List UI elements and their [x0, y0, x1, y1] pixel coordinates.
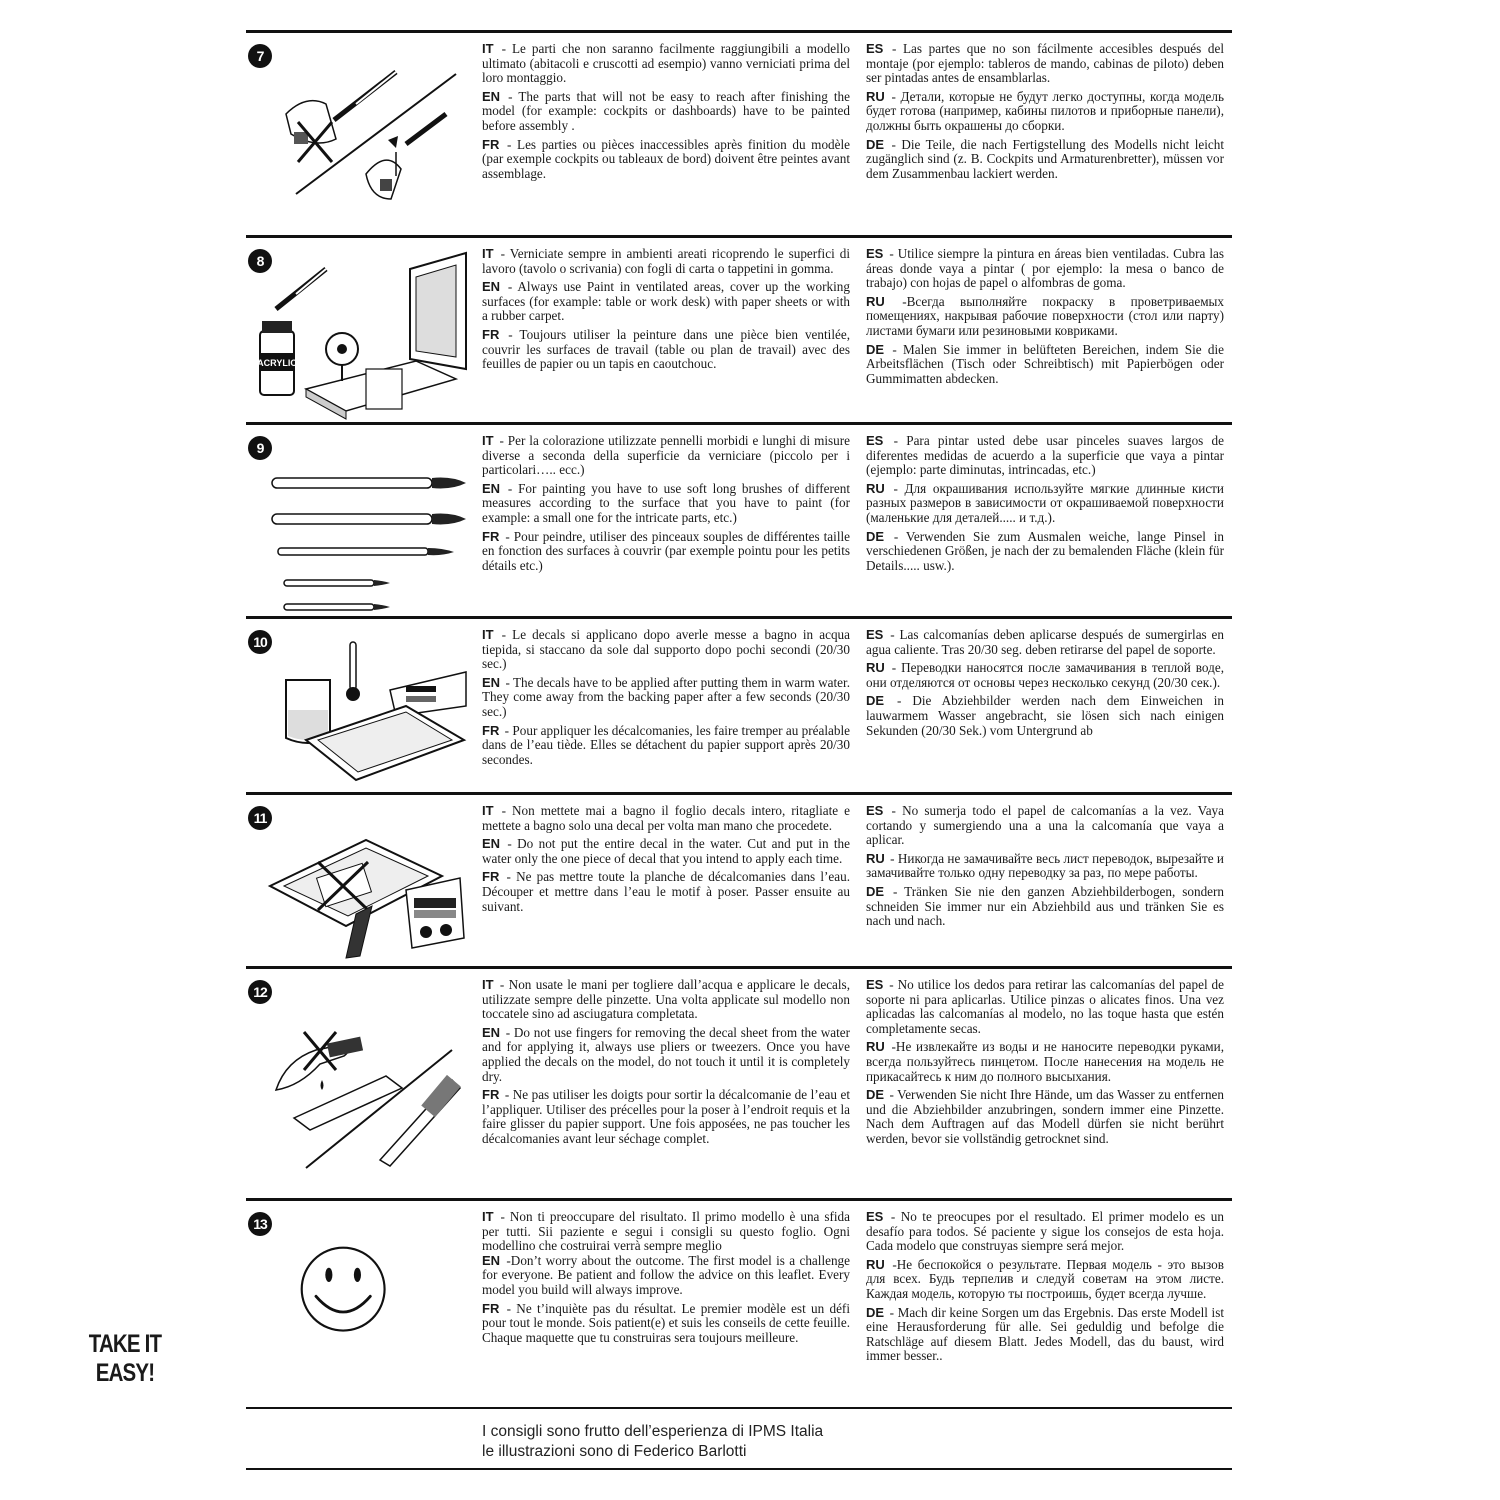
decal-soaking-illustration: [256, 630, 466, 790]
tweezers-illustration: [256, 980, 466, 1180]
divider: [246, 1468, 1232, 1470]
tip-section-12: [246, 966, 1232, 1198]
text-column-es-ru-de: ES - No sumerja todo el papel de calcomanías a la vez. Vaya cortando y sumergiendo una a una la calcomanía que vaya a aplicar. RU - Никогда не замачивайте весь лист переводок, вырезайте и замачивайте только одну переводку за раз, по мере работы. DE - Tränken Sie nie den ganzen Abziehbilderbogen, sondern schneiden Sie immer nur ein Abziehbild aus und tränken Sie es nach und nach.: [866, 803, 1224, 929]
smiley-icon: [286, 1222, 436, 1372]
step-number: 9: [248, 436, 272, 460]
text-column-it-en-fr: IT - Non usate le mani per togliere dall’acqua e applicare le decals, utilizzate sempre delle pinzette. Una volta applicate sul modello non toccatele sino ad asciugatura completata. EN - Do not use fingers for removing the decal sheet from the water and for applying it, always use pliers or tweezers. Once you have applied the decals on the model, do not touch it until it is completely dry. FR - Ne pas utiliser les doigts pour sortir la décalcomanie de l’eau et l’appliquer. Utiliser des précelles pour la poser à l’endroit requis et la faire glisser du papier support. Une fois apposées, ne pas toucher les décalcomanies avant leur séchage complet.: [482, 977, 850, 1146]
text-column-it-en-fr: IT - Non ti preoccupare del risultato. Il primo modello è una sfida per tutti. Sii paziente e segui i consigli su questo foglio. Ogni modellino che costruirai verrà sempre meglio EN -Don’t worry about the outcome. The first model is a challenge for everyone. Be patient and follow the advice on this leaflet. Every model you build will always improve. FR - Ne t’inquiète pas du résultat. Le premier modèle est un défi pour tout le monde. Sois patient(e) et suis les conseils de cette feuille. Chaque maquette que tu construiras sera toujours meilleure.: [482, 1209, 850, 1345]
tip-section-11: [246, 792, 1232, 966]
tip-section-9: [246, 422, 1232, 616]
divider: [246, 1407, 1232, 1409]
step-number: 10: [248, 630, 272, 654]
brushes-illustration: [256, 436, 466, 606]
tip-section-8: [246, 235, 1232, 422]
step-number: 11: [248, 806, 272, 830]
step-number: 13: [248, 1212, 272, 1236]
tip-section-13: [246, 1198, 1232, 1407]
credits-footer: [482, 1422, 823, 1462]
text-column-es-ru-de: ES - No utilice los dedos para retirar las calcomanías del papel de soporte ni para aplicarlas. Utilice pinzas o alicates finos. Una vez aplicadas las calcomanías al modelo, no las toque hasta que estén completamente secas. RU -Не извлекайте из воды и не наносите переводки руками, всегда пользуйтесь пинцетом. После нанесения на модель не прикасайтесь к ним до полного высыхания. DE - Verwenden Sie nicht Ihre Hände, um das Wasser zu entfernen und die Abziehbilder anzubringen, sondern immer eine Pinzette. Nach dem Auftragen auf das Modell dürfen sie nicht berührt werden, bevor sie vollständig getrocknet sind.: [866, 977, 1224, 1146]
take-it-easy-caption: TAKE IT EASY!: [88, 1330, 162, 1387]
text-column-es-ru-de: ES - Utilice siempre la pintura en áreas bien ventiladas. Cubra las áreas donde vaya a pintar ( por ejemplo: la mesa o banco de trabajo) con hojas de papel o alfombras de goma. RU -Всегда выполняйте покраску в проветриваемых помещениях, накрывая рабочие поверхности (стол или парту) листами бумаги или резиновыми ковриками. DE - Malen Sie immer in belüfteten Bereichen, indem Sie die Arbeitsflächen (Tisch oder Schreibtisch) mit Papierbögen oder Gummimatten abdecken.: [866, 246, 1224, 386]
ventilated-workspace-illustration: [256, 249, 466, 419]
instruction-sheet: [246, 30, 1232, 1470]
credits-line: I consigli sono frutto dell’esperienza di IPMS Italia: [482, 1423, 824, 1440]
text-column-it-en-fr: IT - Non mettete mai a bagno il foglio decals intero, ritagliate e mettete a bagno solo una decal per volta man mano che procedete. EN - Do not put the entire decal in the water. Cut and put in the water only the one piece of decal that you intend to apply each time. FR - Ne pas mettre toute la planche de décalcomanies dans l’eau. Découper et mettre dans l’eau le motif à poser. Passer ensuite au suivant.: [482, 803, 850, 914]
single-decal-illustration: [256, 806, 466, 966]
text-column-it-en-fr: IT - Le decals si applicano dopo averle messe a bagno in acqua tiepida, si staccano da sole dal supporto dopo pochi secondi (20/30 sec.) EN - The decals have to be applied after putting them in warm water. They come away from the backing paper after a few seconds (20/30 sec.) FR - Pour appliquer les décalcomanies, les faire tremper au préalable dans de l’eau tiède. Elles se détachent du papier support après 20/30 secondes.: [482, 627, 850, 767]
text-column-it-en-fr: IT - Verniciate sempre in ambienti areati ricoprendo le superfici di lavoro (tavolo o scrivania) con fogli di carta o tappetini in gomma. EN - Always use Paint in ventilated areas, cover up the working surfaces (for example: table or work desk) with paper sheets or with a rubber carpet. FR - Toujours utiliser la peinture dans une pièce bien ventilée, couvrir les surfaces de travail (table ou plan de travail) avec des feuilles de papier ou un tapis en caoutchouc.: [482, 246, 850, 372]
text-column-es-ru-de: ES - Las calcomanías deben aplicarse después de sumergirlas en agua caliente. Tras 20/30 seg. deben retirarse del papel de soporte. RU - Переводки наносятся после замачивания в теплой воде, они отделяются от основы через несколько секунд (20/30 сек.). DE - Die Abziehbilder werden nach dem Einweichen in lauwarmem Wasser angebracht, sie lösen sich nach einigen Sekunden (20/30 Sek.) vom Untergrund ab: [866, 627, 1224, 738]
tip-section-7: [246, 30, 1232, 235]
painting-parts-illustration: [256, 44, 466, 224]
text-column-it-en-fr: IT - Le parti che non saranno facilmente raggiungibili a modello ultimato (abitacoli e cruscotti ad esempio) vanno verniciati prima del loro montaggio. EN - The parts that will not be easy to reach after finishing the model (for example: cockpits or dashboards) have to be painted before assembly . FR - Les parties ou pièces inaccessibles après finition du modèle (par exemple cockpits ou tableaux de bord) doivent être peintes avant assemblage.: [482, 41, 850, 181]
step-number: 12: [248, 980, 272, 1004]
acrylic-label: ACRYLIC: [257, 358, 297, 368]
credits-line: le illustrazioni sono di Federico Barlotti: [482, 1443, 747, 1460]
text-column-es-ru-de: ES - Para pintar usted debe usar pinceles suaves largos de diferentes medidas de acuerdo a la superficie que vaya a pintar (ejemplo: parte diminutas, intrincadas, etc.) RU - Для окрашивания используйте мягкие длинные кисти разных размеров в зависимости от окрашиваемой поверхности (маленькие для деталей..... и т.д.). DE - Verwenden Sie zum Ausmalen weiche, lange Pinsel in verschiedenen Größen, je nach der zu bemalenden Fläche (klein für Details..... usw.).: [866, 433, 1224, 573]
step-number: 8: [248, 249, 272, 273]
step-number: 7: [248, 44, 272, 68]
text-column-es-ru-de: ES - Las partes que no son fácilmente accesibles después del montaje (por ejemplo: tableros de mando, cabinas de piloto) deben ser pintadas antes de ensamblarlas. RU - Детали, которые не будут легко доступны, когда модель будет готова (например, кабины пилотов и приборные панели), должны быть окрашены до сборки. DE - Die Teile, die nach Fertigstellung des Modells nicht leicht zugänglich sind (z. B. Cockpits und Armaturenbretter), müssen vor dem Zusammenbau lackiert werden.: [866, 41, 1224, 181]
text-column-it-en-fr: IT - Per la colorazione utilizzate pennelli morbidi e lunghi di misure diverse a seconda della superficie da verniciare (piccolo per i particolari….. ecc.) EN - For painting you have to use soft long brushes of different measures according to the surface that you have to paint (for example: a small one for the intricate parts, etc.) FR - Pour peindre, utiliser des pinceaux souples de différentes taille en fonction des surfaces à couvrir (par exemple pointu pour les petits détails etc.): [482, 433, 850, 573]
text-column-es-ru-de: ES - No te preocupes por el resultado. El primer modelo es un desafío para todos. Sé paciente y sigue los consejos de esta hoja. Cada modelo que construyas siempre será mejor. RU -Не беспокойся о результате. Первая модель - это вызов для всех. Будь терпелив и следуй советам на этом листе. Каждая модель, которую ты построишь, будет всегда лучше. DE - Mach dir keine Sorgen um das Ergebnis. Das erste Modell ist eine Herausforderung für alle. Sei geduldig und befolge die Ratschläge auf diesem Blatt. Jedes Modell, das du baust, wird immer besser..: [866, 1209, 1224, 1364]
tip-section-10: [246, 616, 1232, 792]
